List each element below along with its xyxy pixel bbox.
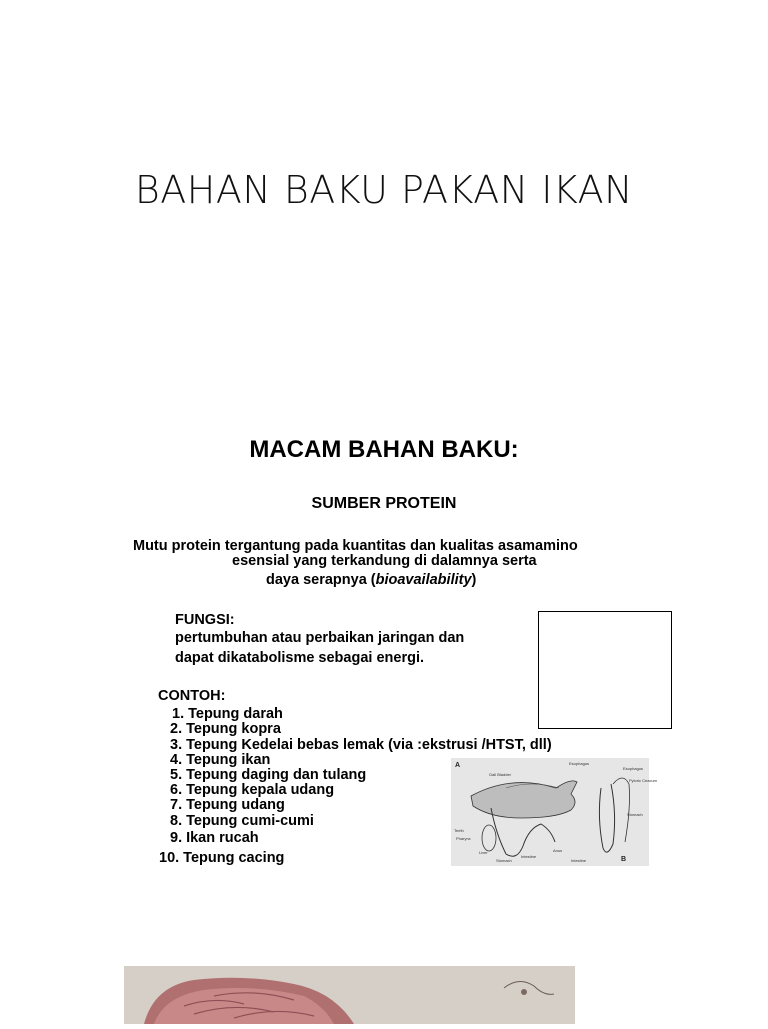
list-item [170,722,281,737]
diagram-label: Liver [479,850,488,855]
diagram-panel-b: B [621,856,627,863]
diagram-label: Anus [553,848,563,853]
list-item [170,783,334,798]
diagram-label: Esophagus [623,766,644,771]
list-item [159,851,284,866]
fungsi-label: FUNGSI: [175,612,235,628]
worm-photo-illustration [124,966,575,1024]
diagram-label: Stomach [496,858,512,863]
list-item-text: Tepung darah [188,706,283,722]
worm-photo [124,966,575,1024]
list-item-text: Tepung kopra [186,721,281,737]
diagram-label: Gall Bladder [489,772,512,777]
section-subheading: SUMBER PROTEIN [311,495,457,512]
contoh-label: CONTOH: [158,688,226,704]
list-item [170,768,366,783]
slide-title: BAHAN BAKU PAKAN IKAN [134,168,634,212]
diagram-label: Teeth [454,828,464,833]
description-line-2: esensial yang terkandung di dalamnya serta [232,553,537,569]
list-item-number: 8. [170,813,183,829]
list-item-text: Ikan rucah [186,830,259,846]
list-item-number: 2. [170,721,183,737]
description-suffix: ) [471,572,477,588]
description-italic-term: bioavailability [375,572,472,588]
list-item-number: 1. [172,706,185,722]
list-item-text: Tepung cacing [183,850,285,866]
list-item [170,814,314,829]
list-item [172,707,283,722]
list-item-number: 10. [159,850,180,866]
list-item-text: Tepung ikan [186,752,271,768]
diagram-label: Intestine [571,858,587,863]
list-item-text: Tepung udang [186,797,285,813]
list-item [170,753,270,768]
list-item-number: 6. [170,782,183,798]
list-item-number: 4. [170,752,183,768]
list-item [170,798,285,813]
diagram-label: Esophagus [569,761,590,766]
diagram-label: Pyloric Ceacum [629,778,658,783]
fish-anatomy-illustration [451,758,658,866]
fish-anatomy-diagram [451,758,658,866]
fungsi-line-1: pertumbuhan atau perbaikan jaringan dan [175,630,465,646]
list-item [170,738,552,753]
list-item-text: Tepung kepala udang [186,782,335,798]
list-item-number: 3. [170,737,183,753]
empty-placeholder-box [538,611,672,729]
diagram-panel-a: A [455,762,461,769]
description-line-3 [266,572,476,588]
diagram-label: Pharynx [456,836,471,841]
fungsi-line-2: dapat dikatabolisme sebagai energi. [175,650,424,666]
list-item-number: 9. [170,830,183,846]
diagram-label: Stomach [627,812,643,817]
list-item-text: Tepung daging dan tulang [186,767,367,783]
list-item-text: Tepung cumi-cumi [186,813,314,829]
description-prefix: daya serapnya ( [266,572,376,588]
description-line-1: Mutu protein tergantung pada kuantitas dan kualitas asamamino [133,538,578,554]
list-item-number: 7. [170,797,183,813]
list-item [170,831,259,846]
section-heading: MACAM BAHAN BAKU: [249,436,519,463]
list-item-text: Tepung Kedelai bebas lemak (via :ekstrusi /HTST, dll) [186,737,552,753]
diagram-label: Intestine [521,854,537,859]
list-item-number: 5. [170,767,183,783]
